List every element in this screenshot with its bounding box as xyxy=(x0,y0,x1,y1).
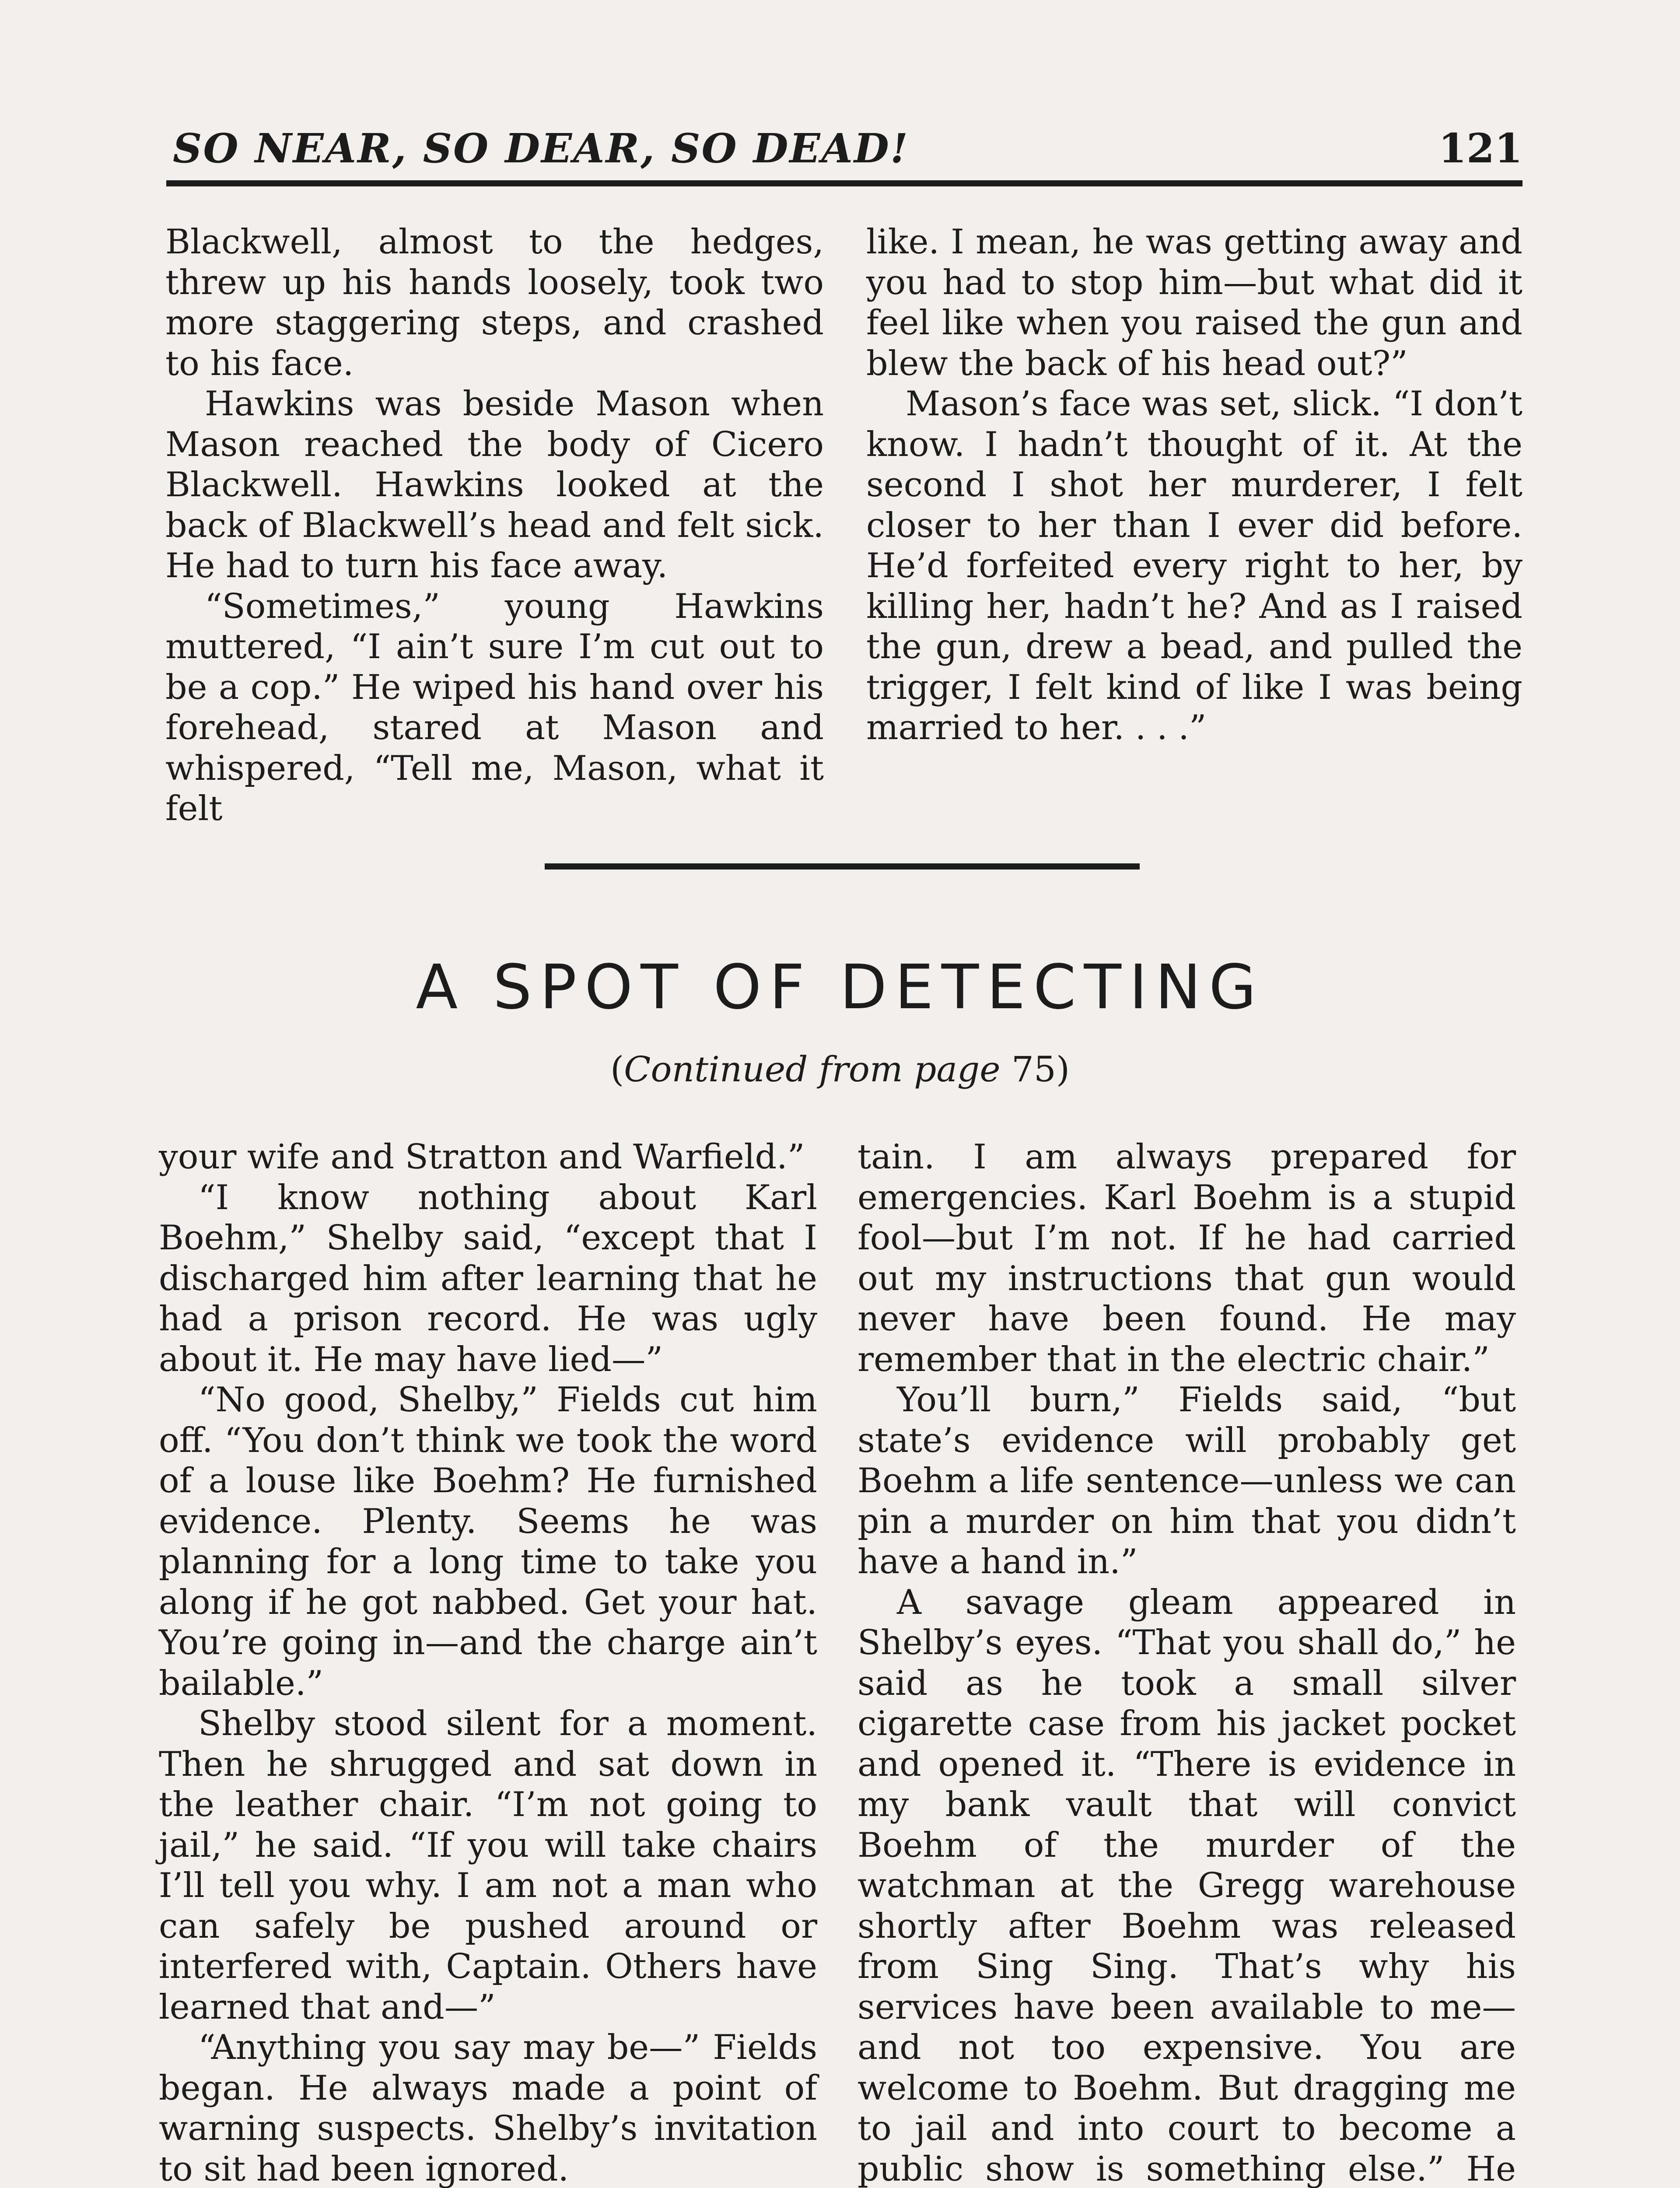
paragraph: You’ll burn,” Fields said, “but state’s evidence will probably get Boehm a life sentence—unless we can pin a murder on him that you didn’t have a hand in.” xyxy=(858,1380,1516,1581)
paragraph: Mason’s face was set, slick. “I don’t know. I hadn’t thought of it. At the second I shot her murderer, I felt closer to her than I ever did before. He’d forfeited every right to her, by killing her, hadn’t he? And as I raised the gun, drew a bead, and pulled the trigger, I felt kind of like I was being married to her. . . .” xyxy=(866,384,1522,747)
paragraph: like. I mean, he was getting away and you had to stop him—but what did it feel like when you raised the gun and blew the back of his head out?” xyxy=(866,222,1522,383)
story-end-column-left xyxy=(165,222,824,829)
paragraph: “Anything you say may be—” Fields began. He always made a point of warning suspects. Shelby’s invitation to sit had been ignored. xyxy=(159,2028,817,2188)
paragraph: Hawkins was beside Mason when Mason reached the body of Cicero Blackwell. Hawkins looked at the back of Blackwell’s head and felt sick. He had to turn his face away. xyxy=(165,384,824,586)
paragraph: Shelby stood silent for a moment. Then he shrugged and sat down in the leather chair. “I’m not going to jail,” he said. “If you will take chairs I’ll tell you why. I am not a man who can safely be pushed around or interfered with, Captain. Others have learned that and—” xyxy=(159,1704,817,2027)
paragraph: your wife and Stratton and Warfield.” xyxy=(159,1137,805,1177)
page-number: 121 xyxy=(1438,125,1522,172)
header-rule xyxy=(166,180,1522,186)
paragraph: “Sometimes,” young Hawkins muttered, “I ain’t sure I’m cut out to be a cop.” He wiped his hand over his forehead, stared at Mason and whispered, “Tell me, Mason, what it felt xyxy=(165,586,824,828)
paragraph: “I know nothing about Karl Boehm,” Shelby said, “except that I discharged him after learning that he had a prison record. He was ugly about it. He may have lied—” xyxy=(159,1178,817,1379)
story-end-column-right xyxy=(866,222,1522,748)
story-title: A SPOT OF DETECTING xyxy=(416,952,1264,1023)
continued-text: Continued from page xyxy=(624,1049,1001,1090)
story-column-right xyxy=(858,1137,1516,2188)
paragraph: tain. I am always prepared for emergencies. Karl Boehm is a stupid fool—but I’m not. If he had carried out my instructions that gun would never have been found. He may remember that in the electric chair.” xyxy=(858,1137,1516,1379)
continued-page: 75) xyxy=(1000,1049,1070,1090)
paragraph: “No good, Shelby,” Fields cut him off. “You don’t think we took the word of a louse like Boehm? He furnished evidence. Plenty. Seems he was planning for a long time to take you along if he got nabbed. Get your hat. You’re going in—and the charge ain’t bailable.” xyxy=(159,1380,817,1703)
continued-note xyxy=(0,1049,1680,1090)
section-divider xyxy=(545,863,1140,870)
paragraph: Blackwell, almost to the hedges, threw up his hands loosely, took two more staggering steps, and crashed to his face. xyxy=(165,222,824,383)
story-column-left xyxy=(159,1137,817,2188)
continued-open: ( xyxy=(610,1049,624,1090)
paragraph: A savage gleam appeared in Shelby’s eyes. “That you shall do,” he said as he took a small silver cigarette case from his jacket pocket and opened it. “There is evidence in my bank vault that will convict Boehm of the murder of the watchman at the Gregg warehouse shortly after Boehm was released from Sing Sing. That’s why his services have been available to me—and not too expensive. You are welcome to Boehm. But dragging me to jail and into court to become a public show is something else.” He xyxy=(858,1582,1516,2188)
running-header-title: SO NEAR, SO DEAR, SO DEAD! xyxy=(173,125,910,172)
